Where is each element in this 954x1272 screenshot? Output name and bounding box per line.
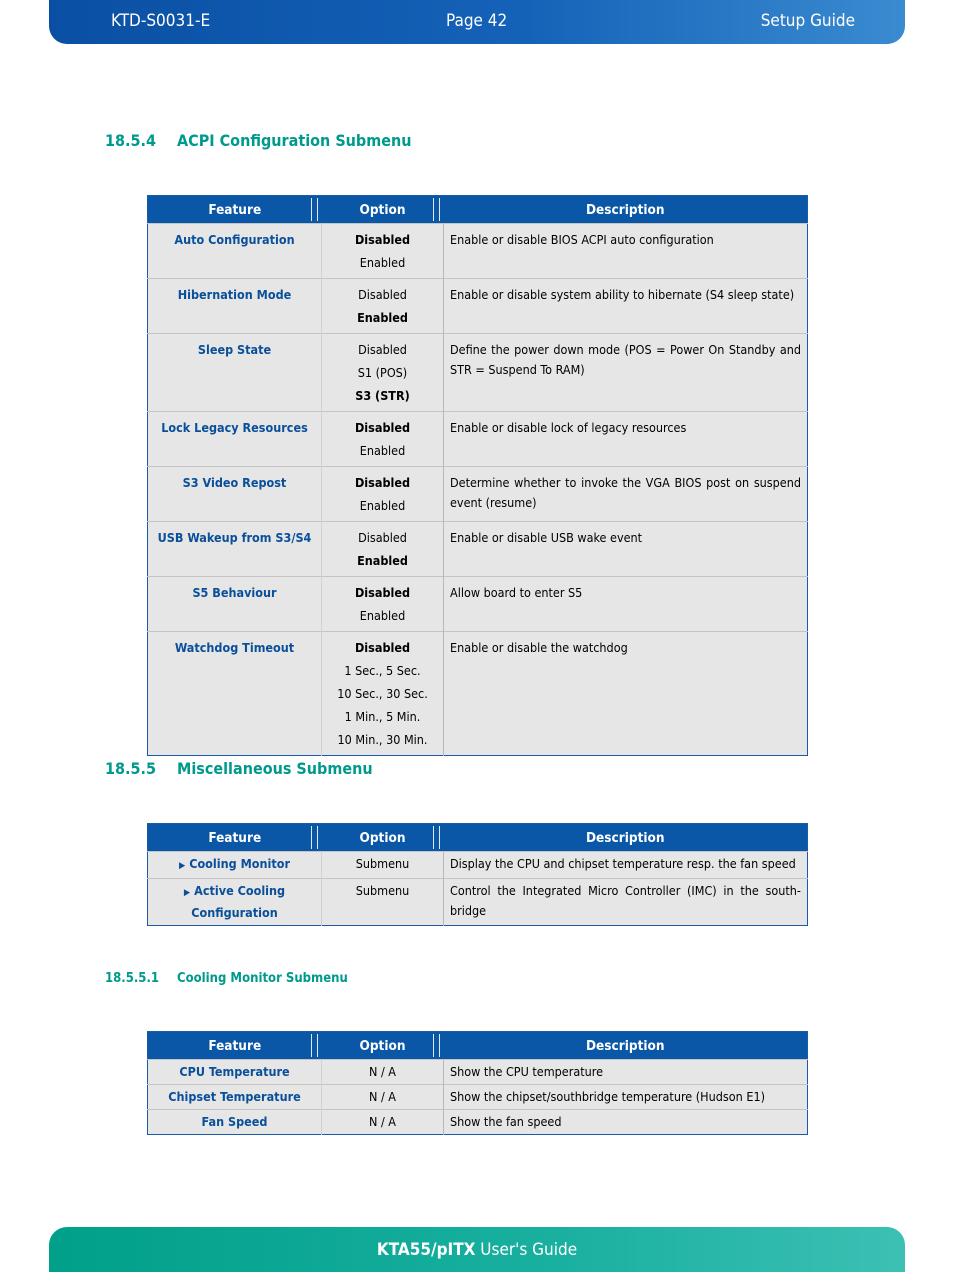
page-footer (49, 1227, 905, 1272)
option-value: S3 (STR) (355, 388, 410, 403)
option-value: S1 (POS) (357, 365, 408, 380)
submenu-arrow-icon: ▶ (178, 861, 186, 871)
description-cell: Control the Integrated Micro Controller (IMC) in the south-bridge (444, 879, 808, 926)
acpi-table (147, 195, 808, 756)
section-heading-acpi: 18.5.4 ACPI Configuration Submenu (105, 131, 412, 150)
option-value: Disabled (354, 640, 411, 655)
description-cell: Enable or disable the watchdog (444, 632, 808, 756)
table-row (148, 879, 808, 926)
description-cell: Show the chipset/southbridge temperature (Hudson E1) (444, 1085, 808, 1110)
option-value: Enabled (359, 608, 406, 623)
option-cell: Submenu (322, 879, 444, 926)
section-name: Setup Guide (760, 11, 855, 31)
product-name: KTA55/pITX (376, 1240, 476, 1260)
option-value: Disabled (358, 342, 407, 357)
option-value: Enabled (357, 553, 408, 568)
feature-cell: S5 Behaviour (148, 577, 322, 632)
option-cell (322, 467, 444, 522)
option-value: Enabled (357, 310, 408, 325)
option-cell (322, 412, 444, 467)
table-row (148, 1085, 808, 1110)
feature-cell: USB Wakeup from S3/S4 (148, 522, 322, 577)
doc-id: KTD-S0031-E (111, 11, 211, 31)
feature-cell: Watchdog Timeout (148, 632, 322, 756)
option-cell (322, 577, 444, 632)
option-value: Disabled (354, 420, 411, 435)
option-value: Disabled (354, 232, 411, 247)
option-value: Disabled (354, 475, 411, 490)
feature-cell: Sleep State (148, 334, 322, 412)
feature-label: Cooling Monitor (189, 856, 291, 871)
feature-cell (148, 879, 322, 926)
feature-cell: Chipset Temperature (148, 1085, 322, 1110)
option-value: 10 Sec., 30 Sec. (337, 686, 428, 701)
column-header-description: Description (444, 1032, 808, 1060)
option-cell: N / A (322, 1110, 444, 1135)
description-cell: Enable or disable lock of legacy resources (444, 412, 808, 467)
feature-cell: Fan Speed (148, 1110, 322, 1135)
table-row (148, 467, 808, 522)
option-value: Enabled (359, 498, 406, 513)
option-cell: N / A (322, 1085, 444, 1110)
column-header-feature: Feature (148, 196, 322, 224)
table-row (148, 522, 808, 577)
option-cell (322, 224, 444, 279)
column-header-description: Description (444, 196, 808, 224)
column-header-feature: Feature (148, 1032, 322, 1060)
option-value: Enabled (359, 443, 406, 458)
guide-label: User's Guide (475, 1240, 578, 1260)
description-cell: Show the CPU temperature (444, 1060, 808, 1085)
table-row (148, 1060, 808, 1085)
option-cell (322, 632, 444, 756)
description-cell: Enable or disable system ability to hibernate (S4 sleep state) (444, 279, 808, 334)
option-cell (322, 522, 444, 577)
column-header-option: Option (322, 1032, 444, 1060)
table-header-row (148, 196, 808, 224)
option-cell (322, 334, 444, 412)
feature-cell: CPU Temperature (148, 1060, 322, 1085)
option-value: 1 Min., 5 Min. (344, 709, 421, 724)
option-value: Disabled (358, 530, 407, 545)
option-cell: Submenu (322, 852, 444, 879)
option-value: 10 Min., 30 Min. (337, 732, 428, 747)
misc-table (147, 823, 808, 926)
option-value: 1 Sec., 5 Sec. (344, 663, 421, 678)
column-header-option: Option (322, 824, 444, 852)
column-header-option: Option (322, 196, 444, 224)
description-cell: Determine whether to invoke the VGA BIOS post on suspend event (resume) (444, 467, 808, 522)
submenu-arrow-icon: ▶ (183, 888, 191, 898)
option-value: Enabled (359, 255, 406, 270)
table-row (148, 1110, 808, 1135)
feature-cell: Auto Configuration (148, 224, 322, 279)
table-row (148, 852, 808, 879)
feature-cell (148, 852, 322, 879)
option-cell: N / A (322, 1060, 444, 1085)
section-heading-cooling: 18.5.5.1 Cooling Monitor Submenu (105, 971, 348, 986)
feature-label: Active Cooling Configuration (191, 883, 286, 920)
option-value: Disabled (354, 585, 411, 600)
cooling-table (147, 1031, 808, 1135)
section-heading-misc: 18.5.5 Miscellaneous Submenu (105, 759, 373, 778)
page-number: Page 42 (446, 11, 508, 31)
description-cell: Define the power down mode (POS = Power On Standby and STR = Suspend To RAM) (444, 334, 808, 412)
feature-cell: Lock Legacy Resources (148, 412, 322, 467)
table-row (148, 412, 808, 467)
page-header (49, 0, 905, 44)
feature-cell: Hibernation Mode (148, 279, 322, 334)
option-value: Disabled (358, 287, 407, 302)
option-cell (322, 279, 444, 334)
description-cell: Enable or disable BIOS ACPI auto configuration (444, 224, 808, 279)
column-header-description: Description (444, 824, 808, 852)
table-row (148, 632, 808, 756)
description-cell: Enable or disable USB wake event (444, 522, 808, 577)
table-header-row (148, 824, 808, 852)
description-cell: Display the CPU and chipset temperature resp. the fan speed (444, 852, 808, 879)
description-cell: Allow board to enter S5 (444, 577, 808, 632)
column-header-feature: Feature (148, 824, 322, 852)
table-row (148, 224, 808, 279)
description-cell: Show the fan speed (444, 1110, 808, 1135)
table-row (148, 577, 808, 632)
table-row (148, 279, 808, 334)
feature-cell: S3 Video Repost (148, 467, 322, 522)
table-row (148, 334, 808, 412)
table-header-row (148, 1032, 808, 1060)
